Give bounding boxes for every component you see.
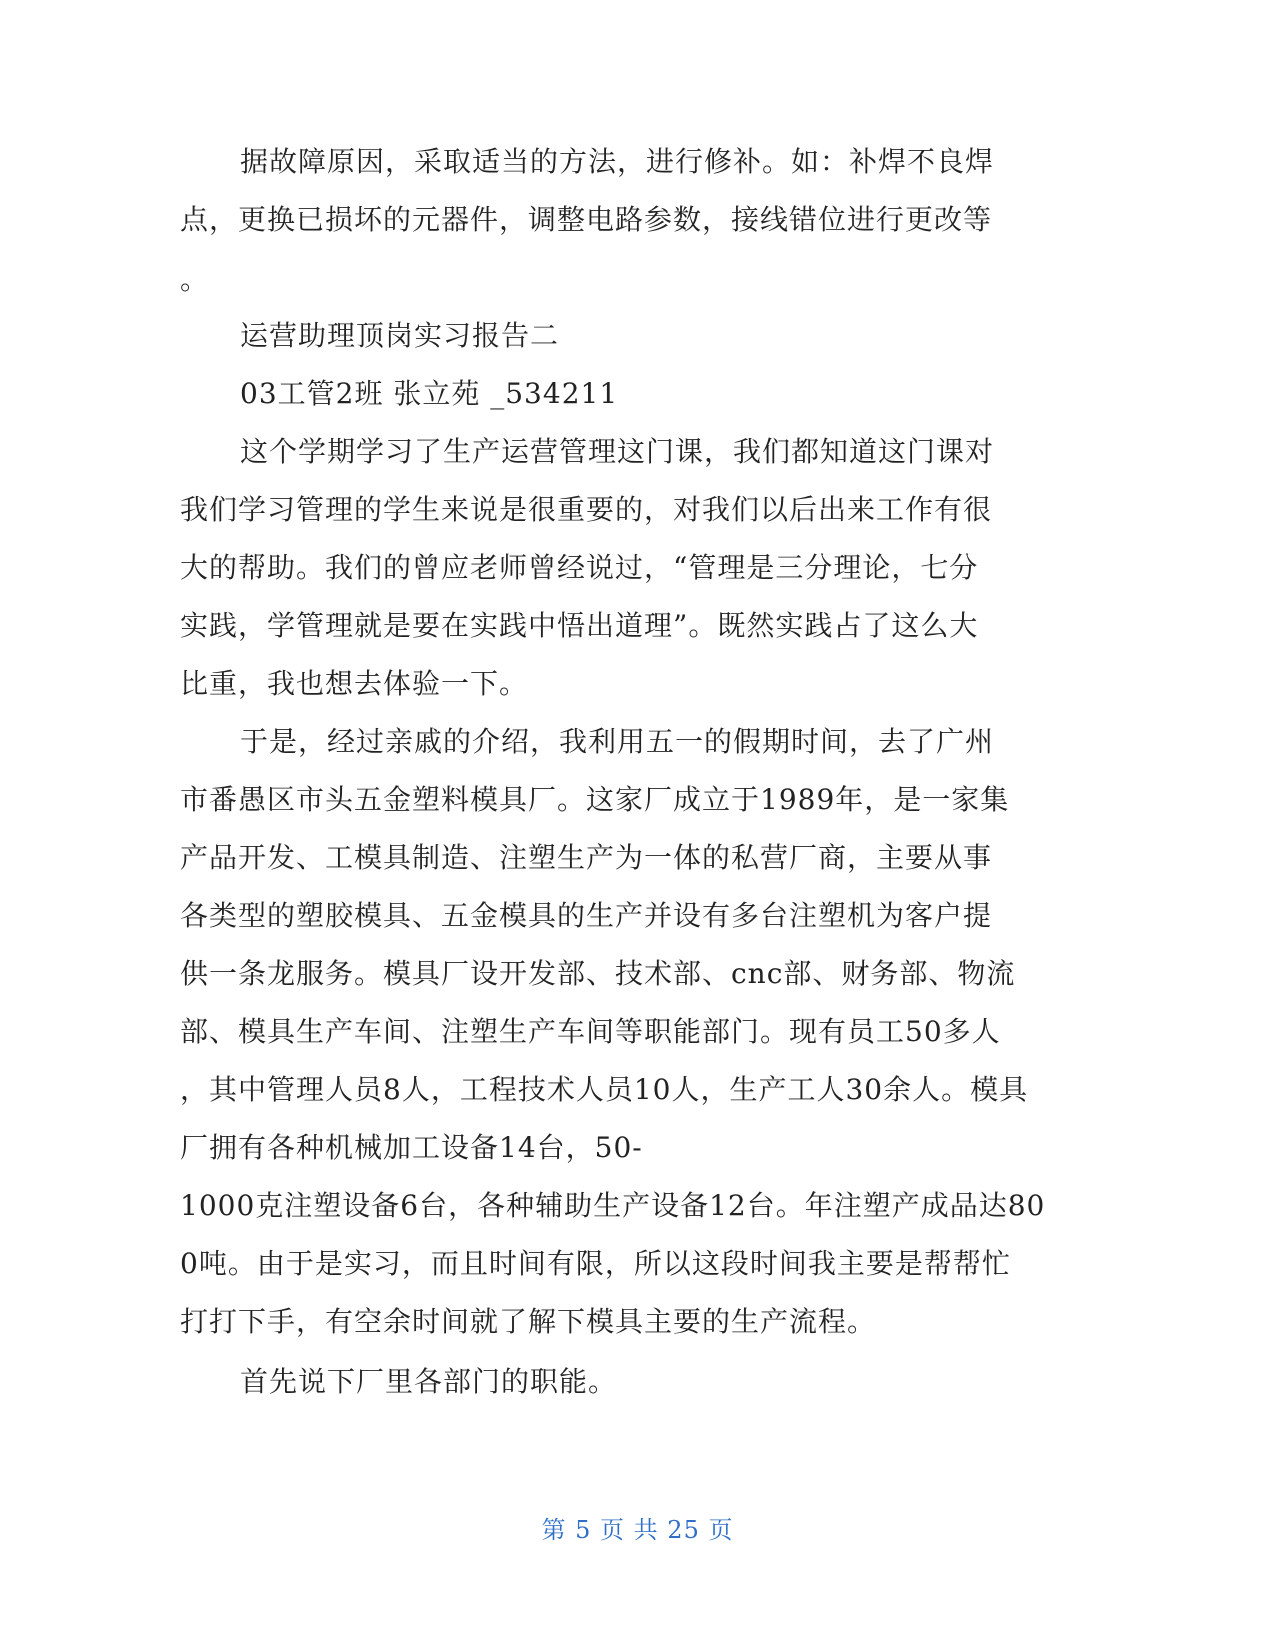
text-line: 供一条龙服务。模具厂设开发部、技术部、cnc部、财务部、物流: [180, 957, 1016, 990]
text-line: 产品开发、工模具制造、注塑生产为一体的私营厂商，主要从事: [180, 841, 993, 874]
text-line: 首先说下厂里各部门的职能。: [240, 1365, 618, 1398]
text-line: 我们学习管理的学生来说是很重要的，对我们以后出来工作有很: [180, 493, 993, 526]
text-line: 。: [180, 263, 210, 296]
text-line: 厂拥有各种机械加工设备14台，50-: [180, 1131, 643, 1164]
text-line: 比重，我也想去体验一下。: [180, 667, 529, 700]
text-line: 这个学期学习了生产运营管理这门课，我们都知道这门课对: [240, 435, 995, 468]
text-line: 点，更换已损坏的元器件，调整电路参数，接线错位进行更改等: [180, 203, 993, 236]
text-line: 市番愚区市头五金塑料模具厂。这家厂成立于1989年，是一家集: [180, 783, 1010, 816]
text-line: 大的帮助。我们的曾应老师曾经说过，“管理是三分理论，七分: [180, 551, 979, 584]
text-line: 各类型的塑胶模具、五金模具的生产并设有多台注塑机为客户提: [180, 899, 993, 932]
author-line: 03工管2班 张立苑 _534211: [240, 377, 619, 410]
page-number: 第 5 页 共 25 页: [541, 1516, 734, 1544]
text-line: ，其中管理人员8人，工程技术人员10人，生产工人30余人。模具: [180, 1073, 1029, 1106]
section-heading: 运营助理顶岗实习报告二: [240, 319, 560, 352]
text-line: 据故障原因，采取适当的方法，进行修补。如：补焊不良焊: [240, 145, 995, 178]
text-line: 打打下手，有空余时间就了解下模具主要的生产流程。: [180, 1305, 877, 1338]
text-line: 1000克注塑设备6台，各种辅助生产设备12台。年注塑产成品达80: [180, 1189, 1046, 1222]
text-line: 部、模具生产车间、注塑生产车间等职能部门。现有员工50多人: [180, 1015, 1001, 1048]
text-line: 0吨。由于是实习，而且时间有限，所以这段时间我主要是帮帮忙: [180, 1247, 1011, 1280]
text-line: 于是，经过亲戚的介绍，我利用五一的假期时间，去了广州: [240, 725, 995, 758]
text-line: 实践，学管理就是要在实践中悟出道理”。既然实践占了这么大: [180, 609, 979, 642]
